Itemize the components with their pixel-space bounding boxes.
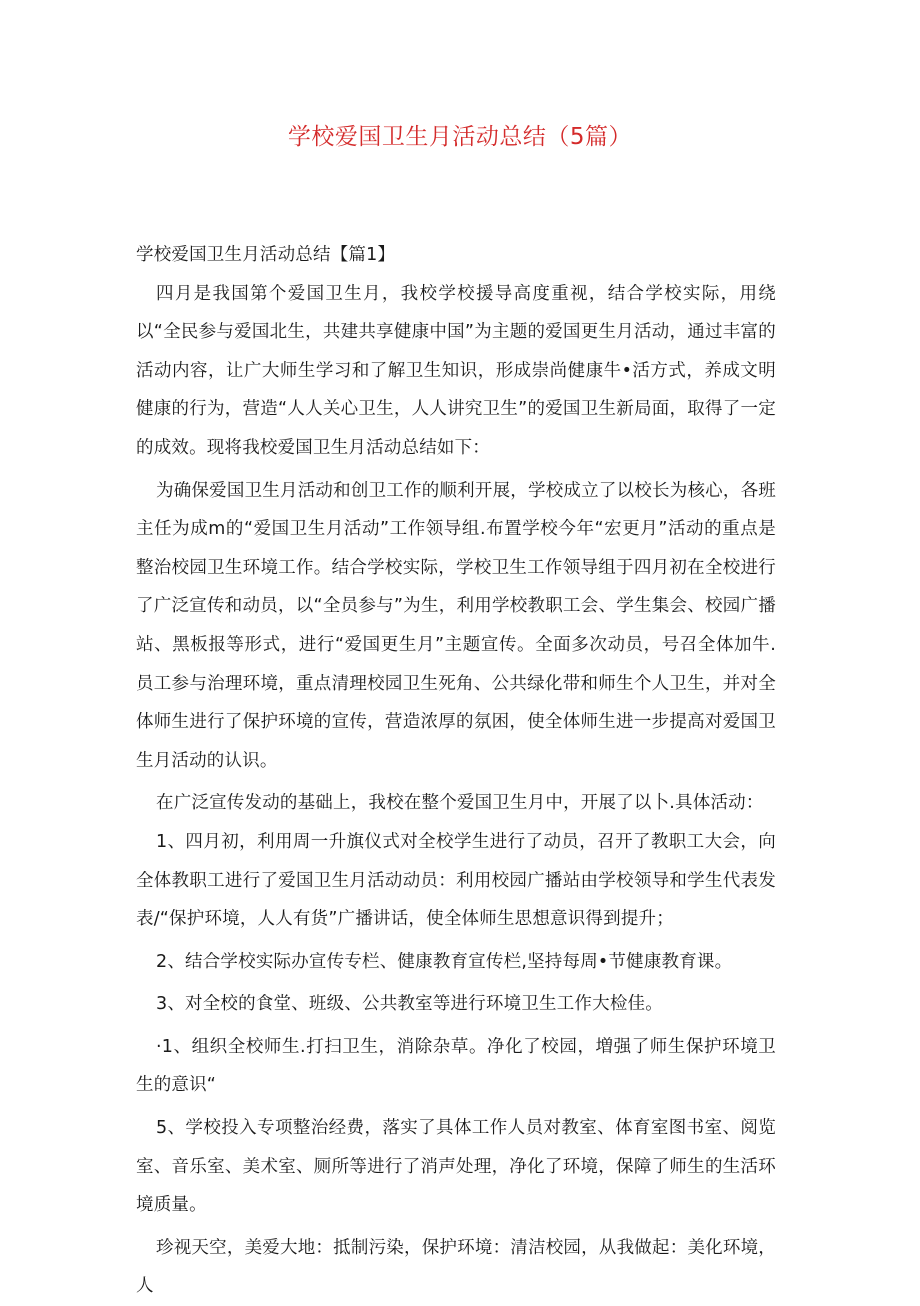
paragraph-organization: 为确保爱国卫生月活动和创卫工作的顺利开展，学校成立了以校长为核心，各班主任为成m的“爱国卫生月活动”工作领导组.布置学校今年“宏更月”活动的重点是整治校园卫生环境工作。结合学校实际，学校卫生工作领导组于四月初在全校进行了广泛宣传和动员，以“全员参与”为生，利用学校教职工会、学生集会、校园广播站、黑板报等形式，进行“爱国更生月”主题宣传。全面多次动员，号召全体加牛.员工参与治理环境，重点清理校园卫生死角、公共绿化带和师生个人卫生，并对全体师生进行了保护环境的宣传，营造浓厚的氛困，使全体师生进一步提高对爱国卫生月活动的认识。	[136, 480, 776, 771]
paragraph-item-5: 5、学校投入专项整治经费，落实了具体工作人员对教室、体育室图书室、阅览室、音乐室、美术室、厕所等进行了消声处理，净化了环境，保障了师生的生活环境质量。	[136, 1118, 776, 1216]
paragraph-item-2: 2、结合学校实际办宣传专栏、健康教育宣传栏,坚持每周•节健康教育课。	[156, 951, 733, 972]
paragraph-item-1: 1、四月初，利用周一升旗仪式对全校学生进行了动员，召开了教职工大会，向全体教职工进行了爱国卫生月活动动员：利用校园广播站由学校领导和学生代表发表/“保护环境，人人有货”广播讲话，使全体师生思想意识得到提升；	[136, 831, 776, 930]
paragraph-activities-intro: 在广泛宣传发动的基础上，我校在整个爱国卫生月中，开展了以卜.具体活动：	[156, 793, 764, 814]
document-body	[136, 236, 776, 1306]
paragraph-intro: 四月是我国第个爱国卫生月，我校学校援导高度重视，结合学校实际，用绕以“全民参与爱国北生，共建共享健康中国”为主题的爱国更生月活动，通过丰富的活动内容，让广大师生学习和了解卫生知识，形成崇尚健康牛•活方式，养成文明健康的行为，营造“人人关心卫生，人人讲究卫生”的爱国卫生新局面，取得了一定的成效。现将我校爱国卫生月活动总结如下：	[136, 283, 776, 458]
paragraph-item-4: ·1、组织全校师生.打扫卫生，消除杂草。净化了校园，増强了师生保护环境卫生的意识“	[136, 1036, 776, 1096]
paragraph-closing: 珍视天空，美爱大地：抵制污染，保护环境：清洁校园，从我做起：美化环境，人	[136, 1237, 776, 1297]
document-title: 学校爱国卫生月活动总结（5篇）	[287, 124, 633, 150]
paragraph-item-3: 3、对全校的食堂、班级、公共教室等进行环境卫生工作大检佳。	[156, 994, 663, 1015]
section-heading: 学校爱国卫生月活动总结【篇1】	[136, 245, 396, 265]
